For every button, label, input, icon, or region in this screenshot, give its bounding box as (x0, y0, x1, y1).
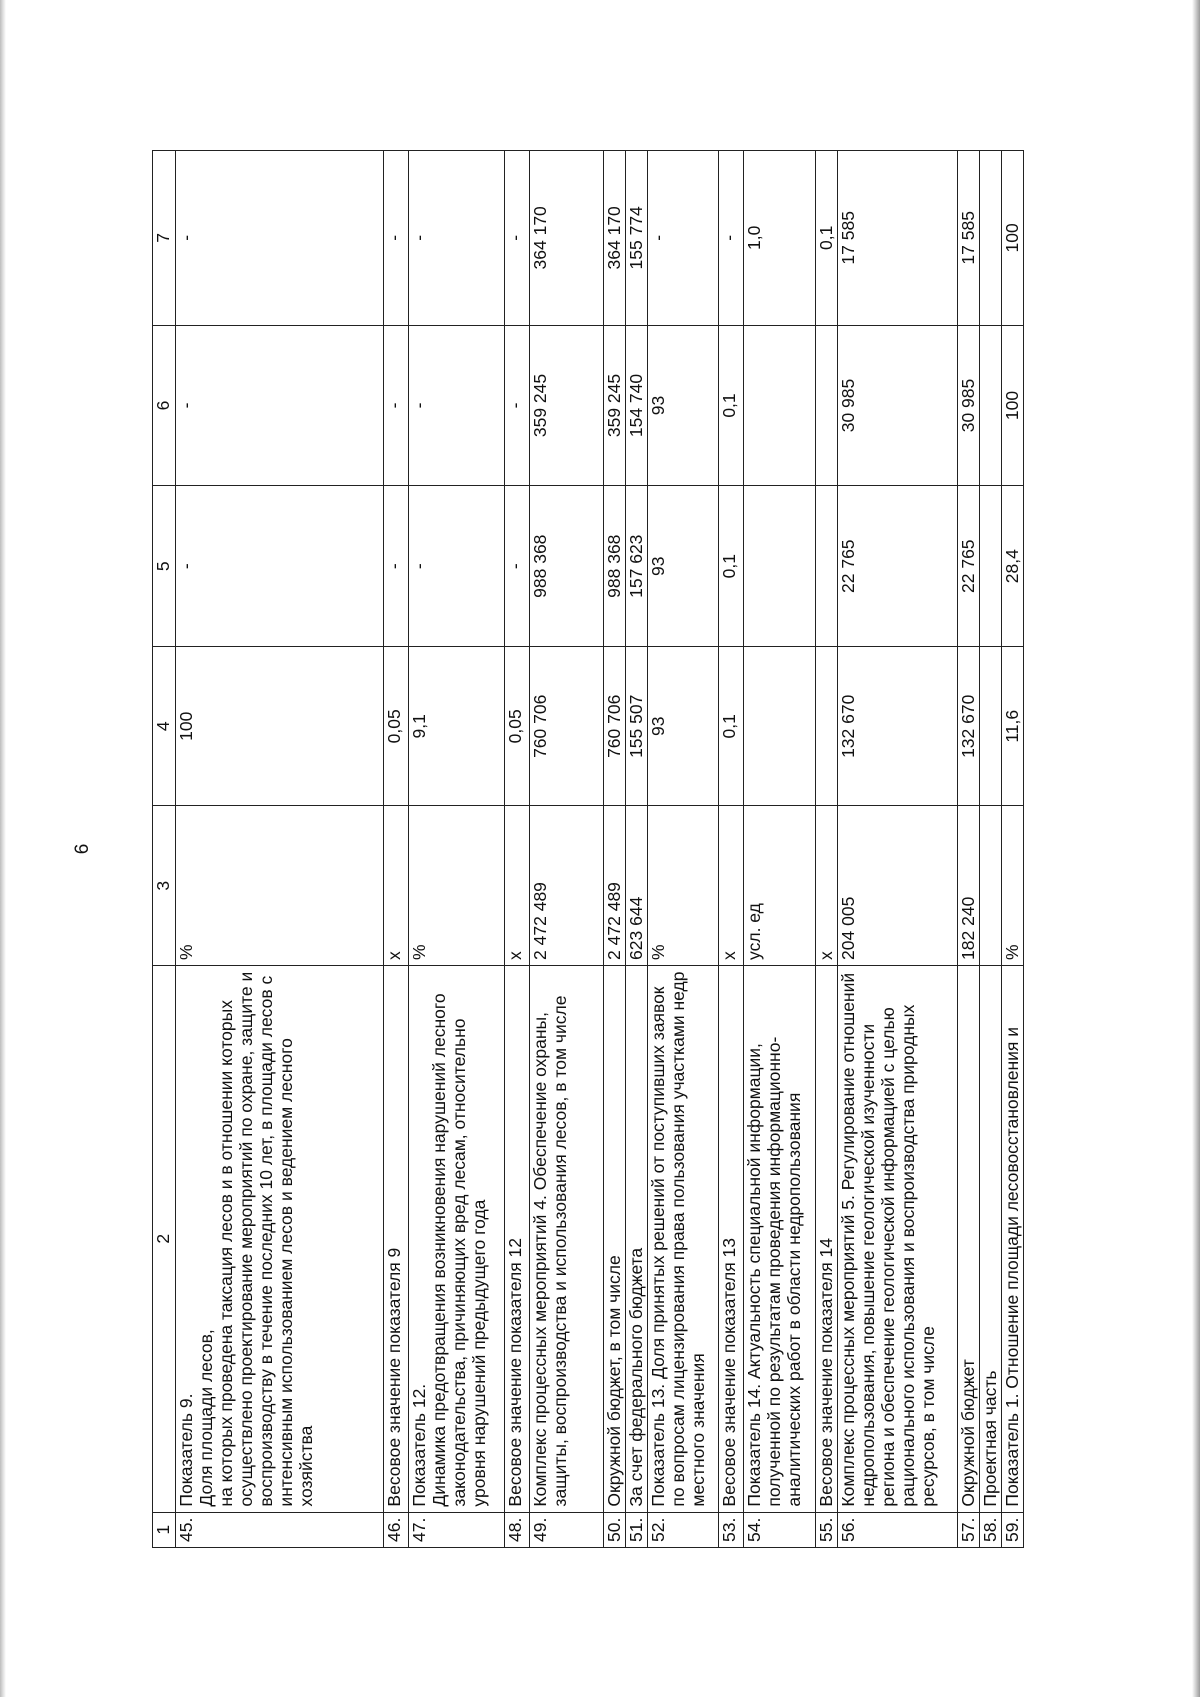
cell-col-7: 364 170 (530, 151, 604, 326)
cell-col-5: - (505, 486, 530, 647)
cell-col-5 (744, 486, 816, 647)
table-row (505, 151, 530, 1548)
page-number: 6 (72, 843, 93, 855)
row-number: 46. (384, 1512, 409, 1547)
table-row (409, 151, 505, 1548)
cell-col-6: 359 245 (604, 325, 626, 486)
cell-col-7: - (409, 151, 505, 326)
cell-col-4 (744, 647, 816, 806)
cell-col-5 (816, 486, 838, 647)
row-description: Весовое значение показателя 9 (384, 965, 409, 1512)
cell-col-3: 623 644 (626, 806, 648, 965)
cell-col-6: 100 (1002, 325, 1024, 486)
cell-col-5: 988 368 (530, 486, 604, 647)
cell-col-7: - (384, 151, 409, 326)
cell-col-4 (980, 647, 1002, 806)
cell-col-5: - (176, 486, 384, 647)
cell-col-3: x (384, 806, 409, 965)
row-number: 48. (505, 1512, 530, 1547)
column-header: 7 (153, 151, 176, 326)
cell-col-3: % (409, 806, 505, 965)
cell-col-5: 22 765 (838, 486, 958, 647)
cell-col-5: 22 765 (958, 486, 980, 647)
row-description: Проектная часть (980, 965, 1002, 1512)
row-description: Весовое значение показателя 14 (816, 965, 838, 1512)
cell-col-5: 157 623 (626, 486, 648, 647)
cell-col-6: 93 (648, 325, 719, 486)
cell-col-7: 155 774 (626, 151, 648, 326)
row-number: 55. (816, 1512, 838, 1547)
cell-col-7: - (648, 151, 719, 326)
cell-col-6: 154 740 (626, 325, 648, 486)
cell-col-6: - (505, 325, 530, 486)
cell-col-6: - (176, 325, 384, 486)
table-row (838, 151, 958, 1548)
column-header: 5 (153, 486, 176, 647)
cell-col-5 (980, 486, 1002, 647)
row-description: Окружной бюджет (958, 965, 980, 1512)
row-number: 59. (1002, 1512, 1024, 1547)
table-body (176, 151, 1024, 1548)
cell-col-7: - (719, 151, 744, 326)
cell-col-6: 30 985 (958, 325, 980, 486)
column-header: 4 (153, 647, 176, 806)
cell-col-3: 2 472 489 (530, 806, 604, 965)
table-row (816, 151, 838, 1548)
cell-col-4: 93 (648, 647, 719, 806)
cell-col-3: 182 240 (958, 806, 980, 965)
cell-col-7: 100 (1002, 151, 1024, 326)
table-row (744, 151, 816, 1548)
scan-edge-right (1192, 0, 1200, 1697)
row-description: Весовое значение показателя 13 (719, 965, 744, 1512)
cell-col-7: 1,0 (744, 151, 816, 326)
cell-col-4: 132 670 (958, 647, 980, 806)
table-row (648, 151, 719, 1548)
cell-col-5: - (409, 486, 505, 647)
cell-col-4 (816, 647, 838, 806)
cell-col-3: 204 005 (838, 806, 958, 965)
cell-col-3: % (648, 806, 719, 965)
cell-col-7: - (176, 151, 384, 326)
cell-col-3: усл. ед (744, 806, 816, 965)
cell-col-6: - (384, 325, 409, 486)
table-row (530, 151, 604, 1548)
cell-col-7: 17 585 (958, 151, 980, 326)
table-row (176, 151, 384, 1548)
table-header-row (153, 151, 176, 1548)
column-header: 1 (153, 1512, 176, 1547)
row-number: 50. (604, 1512, 626, 1547)
row-number: 58. (980, 1512, 1002, 1547)
cell-col-5: 93 (648, 486, 719, 647)
row-number: 53. (719, 1512, 744, 1547)
cell-col-7: - (505, 151, 530, 326)
cell-col-3: % (176, 806, 384, 965)
cell-col-4: 100 (176, 647, 384, 806)
row-description: За счет федерального бюджета (626, 965, 648, 1512)
row-number: 45. (176, 1512, 384, 1547)
cell-col-3 (980, 806, 1002, 965)
cell-col-7: 0,1 (816, 151, 838, 326)
cell-col-6: - (409, 325, 505, 486)
row-number: 52. (648, 1512, 719, 1547)
row-number: 56. (838, 1512, 958, 1547)
row-description: Показатель 14. Актуальность специальной информации, полученной по результатам проведения информационно-аналитических работ в области недропользования (744, 965, 816, 1512)
table-row (1002, 151, 1024, 1548)
cell-col-4: 0,05 (505, 647, 530, 806)
cell-col-7: 17 585 (838, 151, 958, 326)
cell-col-4: 0,1 (719, 647, 744, 806)
cell-col-4: 155 507 (626, 647, 648, 806)
rotated-page (72, 150, 1056, 1548)
row-description: Комплекс процессных мероприятий 4. Обеспечение охраны, защиты, воспроизводства и использования лесов, в том числе (530, 965, 604, 1512)
table-row (980, 151, 1002, 1548)
column-header: 2 (153, 965, 176, 1512)
cell-col-4: 11,6 (1002, 647, 1024, 806)
cell-col-6: 0,1 (719, 325, 744, 486)
cell-col-5: 0,1 (719, 486, 744, 647)
cell-col-3: x (719, 806, 744, 965)
cell-col-6: 30 985 (838, 325, 958, 486)
row-description: Показатель 12. Динамика предотвращения возникновения нарушений лесного законодательства, причиняющих вред лесам, относительно уровня нарушений предыдущего года (409, 965, 505, 1512)
cell-col-5: 28,4 (1002, 486, 1024, 647)
cell-col-3: 2 472 489 (604, 806, 626, 965)
column-header: 6 (153, 325, 176, 486)
cell-col-6 (744, 325, 816, 486)
cell-col-7: 364 170 (604, 151, 626, 326)
row-description: Показатель 13. Доля принятых решений от поступивших заявок по вопросам лицензирования права пользования участками недр местного значения (648, 965, 719, 1512)
cell-col-4: 132 670 (838, 647, 958, 806)
table-row (384, 151, 409, 1548)
row-description: Окружной бюджет, в том числе (604, 965, 626, 1512)
cell-col-5: 988 368 (604, 486, 626, 647)
cell-col-7 (980, 151, 1002, 326)
cell-col-4: 760 706 (604, 647, 626, 806)
row-description: Комплекс процессных мероприятий 5. Регулирование отношений недропользования, повышение геологической изученности региона и обеспечение геологической информацией с целью рационального использования и воспроизводства природных ресурсов, в том числе (838, 965, 958, 1512)
scan-edge-left (0, 0, 6, 1697)
table-row (719, 151, 744, 1548)
cell-col-3: x (505, 806, 530, 965)
data-table (152, 150, 1024, 1548)
cell-col-4: 0,05 (384, 647, 409, 806)
table-row (604, 151, 626, 1548)
row-number: 47. (409, 1512, 505, 1547)
cell-col-3: x (816, 806, 838, 965)
row-number: 51. (626, 1512, 648, 1547)
cell-col-5: - (384, 486, 409, 647)
row-number: 57. (958, 1512, 980, 1547)
row-description: Весовое значение показателя 12 (505, 965, 530, 1512)
column-header: 3 (153, 806, 176, 965)
cell-col-3: % (1002, 806, 1024, 965)
cell-col-6 (980, 325, 1002, 486)
cell-col-6: 359 245 (530, 325, 604, 486)
row-number: 54. (744, 1512, 816, 1547)
table-row (626, 151, 648, 1548)
table-row (958, 151, 980, 1548)
cell-col-6 (816, 325, 838, 486)
cell-col-4: 9,1 (409, 647, 505, 806)
row-number: 49. (530, 1512, 604, 1547)
cell-col-4: 760 706 (530, 647, 604, 806)
row-description: Показатель 9. Доля площади лесов, на которых проведена таксация лесов и в отношении которых осуществлено проектирование мероприятий по охране, защите и воспроизводству в течение последних 10 лет, в площади лесов с интенсивным использованием лесов и ведением лесного хозяйства (176, 965, 384, 1512)
row-description: Показатель 1. Отношение площади лесовосстановления и (1002, 965, 1024, 1512)
